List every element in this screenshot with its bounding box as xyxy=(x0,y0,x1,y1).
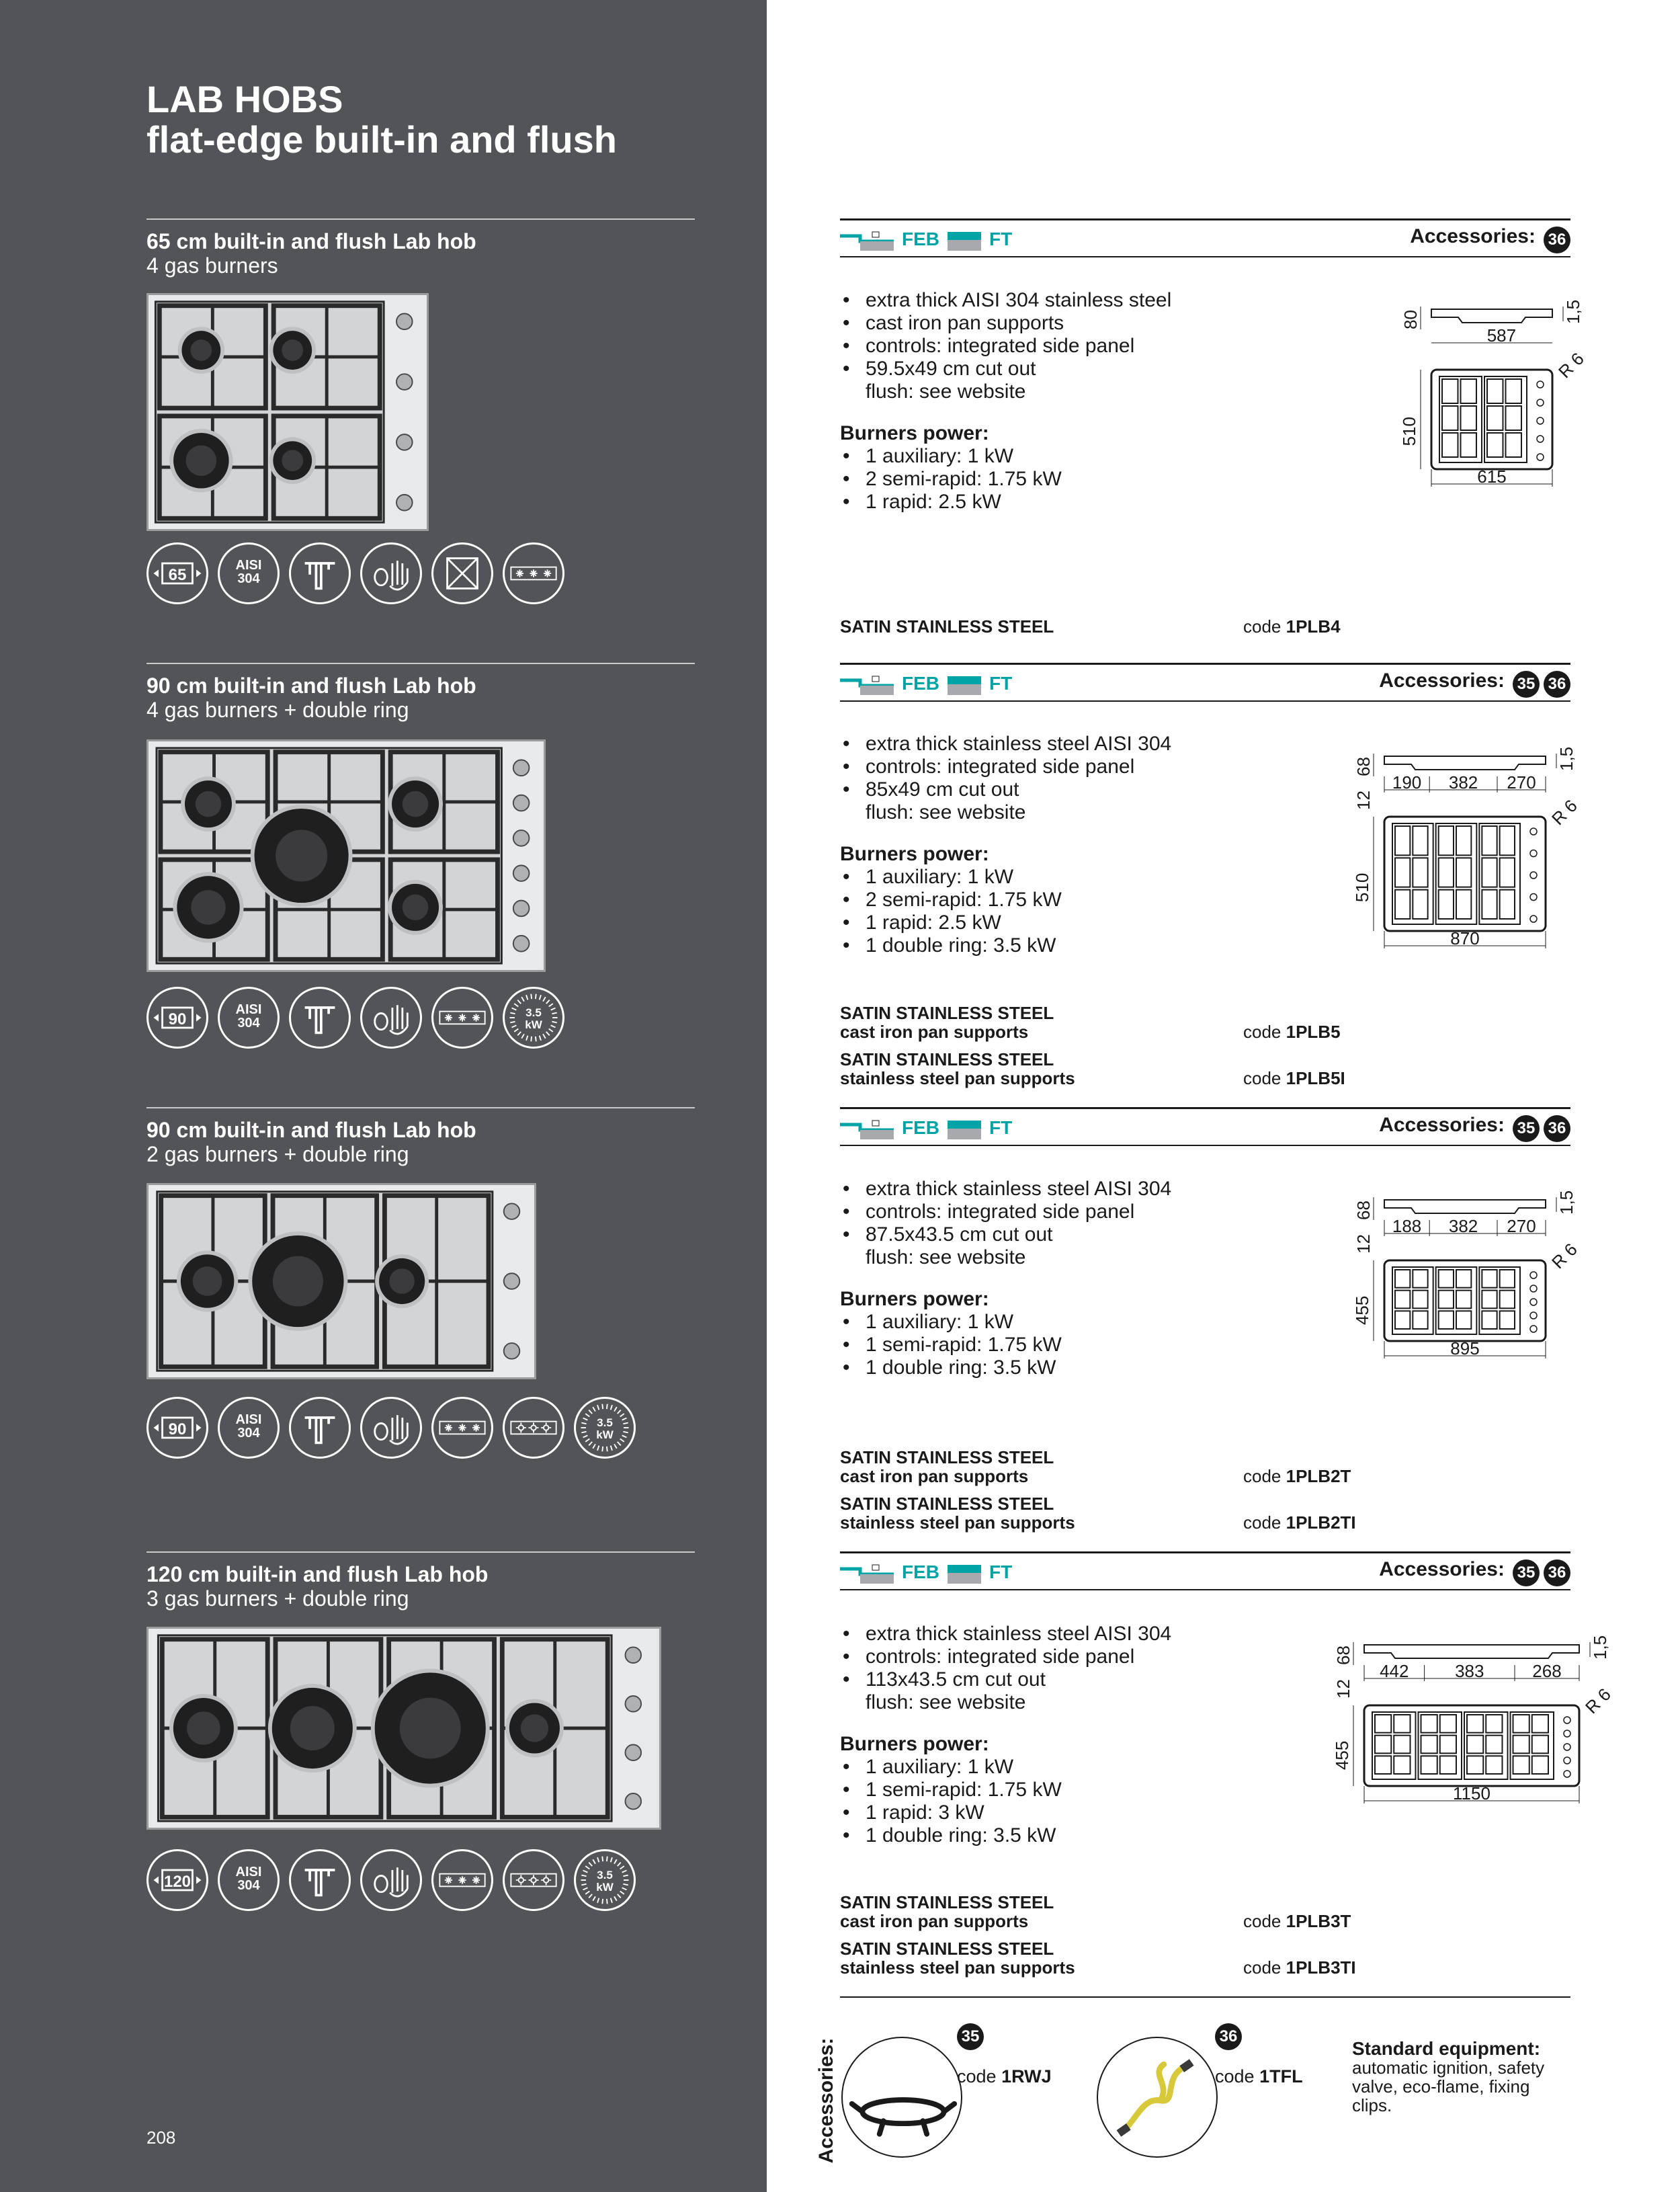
accessories-label: Accessories: xyxy=(1410,225,1536,247)
burner-item: • 1 semi-rapid: 1.75 kW xyxy=(840,1334,1310,1356)
dimension-label: 12 xyxy=(1353,790,1374,810)
kw-unit: kW xyxy=(525,1018,542,1031)
product-variant[interactable] xyxy=(840,1004,1570,1051)
burner-item: • 2 semi-rapid: 1.75 kW xyxy=(840,889,1310,911)
dimension-label: 68 xyxy=(1353,1201,1374,1220)
feature-bullets xyxy=(840,733,1310,801)
footer-rule xyxy=(840,1996,1570,1998)
installation-header xyxy=(840,1555,1570,1589)
page-number: 208 xyxy=(146,2127,176,2148)
burner-item: • 1 double ring: 3.5 kW xyxy=(840,934,1310,957)
variant-code xyxy=(1243,1069,1345,1088)
burners-icon xyxy=(431,1397,493,1459)
dimension-diagram xyxy=(1337,1180,1579,1395)
feb-label: FEB xyxy=(902,229,939,249)
variant-finish: SATIN STAINLESS STEEL xyxy=(840,616,1054,637)
dimension-label: 1150 xyxy=(1453,1783,1490,1803)
variant-code-prefix: code xyxy=(1243,616,1282,637)
ft-label: FT xyxy=(989,229,1013,249)
burners-power-label: Burners power: xyxy=(840,1288,989,1310)
wok-ring-icon xyxy=(841,2037,962,2158)
feature-bullets xyxy=(840,289,1310,380)
accessory-badge[interactable]: 36 xyxy=(1544,671,1570,698)
accessory-number: 36 xyxy=(1215,2023,1242,2050)
aisi-304-icon xyxy=(218,1849,280,1911)
section-rule xyxy=(840,218,1570,220)
burners-icon xyxy=(431,987,493,1049)
variant-supports: cast iron pan supports xyxy=(840,1466,1029,1486)
standard-equipment-title: Standard equipment: xyxy=(1352,2038,1541,2059)
caliper-icon xyxy=(289,1849,351,1911)
dimension-label: 270 xyxy=(1507,772,1536,793)
product-variant[interactable] xyxy=(840,1893,1570,1940)
product-photo xyxy=(146,1627,661,1830)
spec-list xyxy=(840,1178,1310,1379)
accessories-label: Accessories: xyxy=(1379,1558,1505,1580)
ft-label: FT xyxy=(989,673,1013,694)
burner-item: • 2 semi-rapid: 1.75 kW xyxy=(840,468,1310,491)
dimension-label: 68 xyxy=(1333,1646,1353,1665)
product-rule xyxy=(146,663,695,664)
variant-code xyxy=(1243,1022,1341,1041)
aisi-304-icon xyxy=(218,1397,280,1459)
product-subtitle: 3 gas burners + double ring xyxy=(146,1586,409,1611)
variant-finish: SATIN STAINLESS STEEL xyxy=(840,1939,1054,1959)
accessory-code: code 1RWJ xyxy=(957,2066,1052,2086)
feature-bullet: • 59.5x49 cm cut out xyxy=(840,358,1310,380)
flush-note: flush: see website xyxy=(866,1691,1026,1713)
dimension-label: 382 xyxy=(1448,1216,1478,1236)
dimension-label: 190 xyxy=(1392,772,1422,793)
variant-finish: SATIN STAINLESS STEEL xyxy=(840,1892,1054,1912)
dimension-label: 188 xyxy=(1392,1216,1422,1236)
accessory-code: code 1TFL xyxy=(1215,2066,1303,2086)
dimension-label: 895 xyxy=(1450,1338,1480,1358)
product-title: 90 cm built-in and flush Lab hob xyxy=(146,674,476,698)
header-underline xyxy=(840,700,1570,702)
product-title: 90 cm built-in and flush Lab hob xyxy=(146,1118,476,1142)
product-title: 65 cm built-in and flush Lab hob xyxy=(146,229,476,253)
size-badge: 90 xyxy=(168,1010,187,1028)
feature-bullets xyxy=(840,1178,1310,1246)
variant-finish: SATIN STAINLESS STEEL xyxy=(840,1494,1054,1514)
installation-header xyxy=(840,222,1570,256)
dimension-label: 12 xyxy=(1333,1679,1353,1699)
variant-code xyxy=(1243,1958,1356,1977)
3.5-kw-icon xyxy=(574,1397,636,1459)
accessory-badge[interactable]: 36 xyxy=(1544,227,1570,253)
dimension-label: 455 xyxy=(1332,1740,1352,1771)
feature-icons xyxy=(146,987,574,1053)
section-rule xyxy=(840,663,1570,665)
accessories-label: Accessories: xyxy=(1379,1114,1505,1136)
dimension-label: 455 xyxy=(1352,1295,1372,1326)
variant-code-prefix: code xyxy=(1243,1911,1282,1931)
aisi-line2: 304 xyxy=(237,1878,260,1893)
aisi-line1: AISI xyxy=(235,1412,262,1427)
feature-bullet: • extra thick stainless steel AISI 304 xyxy=(840,733,1310,756)
feature-bullet: • controls: integrated side panel xyxy=(840,1201,1310,1223)
accessory-badge[interactable]: 36 xyxy=(1544,1115,1570,1142)
product-rule xyxy=(146,1551,695,1553)
variant-finish: SATIN STAINLESS STEEL xyxy=(840,1049,1054,1069)
page-title-line2: flat-edge built-in and flush xyxy=(146,118,617,161)
product-photo xyxy=(146,1183,536,1379)
burner-item: • 1 double ring: 3.5 kW xyxy=(840,1824,1310,1847)
burners-list xyxy=(840,866,1310,957)
aisi-line2: 304 xyxy=(237,571,260,586)
header-underline xyxy=(840,1145,1570,1146)
dimension-diagram xyxy=(1384,289,1586,523)
cross-box-icon xyxy=(431,542,493,604)
dimension-diagram xyxy=(1337,736,1579,985)
ft-label: FT xyxy=(989,1561,1013,1582)
flame-hand-icon xyxy=(360,1849,422,1911)
flush-note: flush: see website xyxy=(866,1246,1026,1268)
accessory-badge[interactable]: 35 xyxy=(1513,1559,1540,1586)
dimension-label: 510 xyxy=(1399,417,1419,446)
burner-item: • 1 auxiliary: 1 kW xyxy=(840,1756,1310,1779)
feature-bullet: • extra thick stainless steel AISI 304 xyxy=(840,1178,1310,1201)
3.5-kw-icon xyxy=(503,987,564,1049)
dimension-label: 1,5 xyxy=(1556,746,1577,771)
product-variant[interactable] xyxy=(840,1448,1570,1495)
dimension-label: 12 xyxy=(1353,1234,1374,1254)
dimension-label: 80 xyxy=(1400,310,1421,329)
product-variant[interactable] xyxy=(840,1939,1570,1986)
variant-supports: cast iron pan supports xyxy=(840,1022,1029,1042)
burners-list xyxy=(840,1311,1310,1379)
caliper-icon xyxy=(289,542,351,604)
variant-code xyxy=(1243,1513,1356,1532)
product-rule xyxy=(146,218,695,220)
accessory-badge[interactable]: 35 xyxy=(1513,1115,1540,1142)
feature-icons xyxy=(146,1397,645,1463)
burner-item: • 1 auxiliary: 1 kW xyxy=(840,1311,1310,1334)
variant-code-value: 1PLB2TI xyxy=(1286,1512,1356,1533)
product-title-block xyxy=(146,674,476,722)
sparks-icon xyxy=(503,1849,564,1911)
burners-icon xyxy=(431,1849,493,1911)
variant-supports: cast iron pan supports xyxy=(840,1911,1029,1931)
accessories-label: Accessories: xyxy=(1379,669,1505,692)
ft-label: FT xyxy=(989,1117,1013,1138)
installation-header xyxy=(840,667,1570,700)
variant-supports: stainless steel pan supports xyxy=(840,1512,1075,1533)
gas-hose-icon xyxy=(1097,2037,1218,2158)
feature-bullet: • extra thick AISI 304 stainless steel xyxy=(840,289,1310,312)
burner-item: • 1 auxiliary: 1 kW xyxy=(840,445,1310,468)
variant-code-prefix: code xyxy=(1243,1466,1282,1486)
aisi-304-icon xyxy=(218,987,280,1049)
dimension-label: R 6 xyxy=(1548,795,1581,829)
feb-label: FEB xyxy=(902,673,939,694)
dimension-label: R 6 xyxy=(1554,348,1588,382)
flush-note: flush: see website xyxy=(866,380,1026,403)
accessory-badge[interactable]: 36 xyxy=(1544,1559,1570,1586)
aisi-304-icon xyxy=(218,542,280,604)
feature-icons xyxy=(146,1849,645,1915)
burner-item: • 1 rapid: 3 kW xyxy=(840,1801,1310,1824)
product-subtitle: 4 gas burners + double ring xyxy=(146,698,409,722)
burners-list xyxy=(840,445,1310,514)
accessory-item-35[interactable] xyxy=(841,2023,1097,2171)
flame-hand-icon xyxy=(360,1397,422,1459)
burners-power-label: Burners power: xyxy=(840,1733,989,1755)
dimension-label: R 6 xyxy=(1581,1684,1615,1718)
footer-accessories-label: Accessories: xyxy=(815,2037,837,2164)
feature-bullet: • controls: integrated side panel xyxy=(840,1646,1310,1668)
size-icon xyxy=(146,542,208,604)
3.5-kw-icon xyxy=(574,1849,636,1911)
feature-bullet: • 87.5x43.5 cm cut out xyxy=(840,1223,1310,1246)
accessory-badge[interactable]: 35 xyxy=(1513,671,1540,698)
flush-note: flush: see website xyxy=(866,801,1026,823)
product-subtitle: 4 gas burners xyxy=(146,253,278,278)
kw-value: 3.5 xyxy=(597,1416,613,1429)
size-icon xyxy=(146,987,208,1049)
dimension-label: 587 xyxy=(1486,325,1517,346)
aisi-line1: AISI xyxy=(235,558,262,573)
caliper-icon xyxy=(289,1397,351,1459)
flame-hand-icon xyxy=(360,542,422,604)
feature-bullet: • controls: integrated side panel xyxy=(840,335,1310,358)
burner-item: • 1 rapid: 2.5 kW xyxy=(840,491,1310,514)
size-badge: 90 xyxy=(168,1420,187,1438)
product-title-block xyxy=(146,1562,488,1611)
burners-list xyxy=(840,1756,1310,1847)
aisi-line1: AISI xyxy=(235,1865,262,1879)
kw-value: 3.5 xyxy=(597,1869,613,1881)
burner-item: • 1 rapid: 2.5 kW xyxy=(840,911,1310,934)
variant-code xyxy=(1243,1467,1351,1486)
kw-unit: kW xyxy=(596,1428,614,1441)
feature-bullet: • cast iron pan supports xyxy=(840,312,1310,335)
page-title-line1: LAB HOBS xyxy=(146,78,343,120)
dimension-label: R 6 xyxy=(1548,1239,1581,1273)
product-rule xyxy=(146,1107,695,1108)
variant-code xyxy=(1243,617,1341,636)
product-variant[interactable] xyxy=(840,1494,1570,1541)
feature-bullet: • 113x43.5 cm cut out xyxy=(840,1668,1310,1691)
burners-power-label: Burners power: xyxy=(840,422,989,444)
product-variant[interactable] xyxy=(840,1050,1570,1097)
standard-equipment-text: automatic ignition, safety valve, eco-flame, fixing clips. xyxy=(1352,2058,1545,2115)
burner-item: • 1 double ring: 3.5 kW xyxy=(840,1356,1310,1379)
accessory-number: 35 xyxy=(957,2023,984,2050)
feature-bullet: • controls: integrated side panel xyxy=(840,756,1310,778)
product-title: 120 cm built-in and flush Lab hob xyxy=(146,1562,489,1586)
variant-code-value: 1PLB3T xyxy=(1286,1911,1351,1931)
feature-bullets xyxy=(840,1623,1310,1691)
burner-item: • 1 auxiliary: 1 kW xyxy=(840,866,1310,889)
variant-code-value: 1PLB5 xyxy=(1286,1022,1341,1042)
aisi-line2: 304 xyxy=(237,1016,260,1030)
header-underline xyxy=(840,1589,1570,1590)
caliper-icon xyxy=(289,987,351,1049)
dimension-label: 615 xyxy=(1477,466,1507,487)
size-icon xyxy=(146,1849,208,1911)
page-title xyxy=(146,79,617,160)
feature-icons xyxy=(146,542,574,608)
variant-code-prefix: code xyxy=(1243,1957,1282,1978)
variant-finish: SATIN STAINLESS STEEL xyxy=(840,1447,1054,1467)
section-rule xyxy=(840,1551,1570,1553)
product-title-block xyxy=(146,229,476,278)
variant-supports: stainless steel pan supports xyxy=(840,1957,1075,1978)
section-rule xyxy=(840,1107,1570,1109)
header-underline xyxy=(840,256,1570,257)
size-icon xyxy=(146,1397,208,1459)
installation-header xyxy=(840,1111,1570,1145)
dimension-label: 270 xyxy=(1507,1216,1536,1236)
accessory-item-36[interactable] xyxy=(1097,2023,1352,2171)
standard-equipment xyxy=(1352,2039,1567,2115)
variant-code-prefix: code xyxy=(1243,1512,1282,1533)
variant-code-value: 1PLB4 xyxy=(1286,616,1341,637)
dimension-label: 1,5 xyxy=(1556,1190,1577,1215)
dimension-label: 268 xyxy=(1532,1661,1562,1681)
variant-code-value: 1PLB5I xyxy=(1286,1068,1345,1088)
dimension-label: 383 xyxy=(1455,1661,1484,1681)
product-photo xyxy=(146,293,429,531)
dimension-label: 68 xyxy=(1353,757,1374,776)
spec-list xyxy=(840,733,1310,957)
dimension-diagram xyxy=(1317,1625,1613,1840)
burners-icon xyxy=(503,542,564,604)
dimension-label: 1,5 xyxy=(1590,1635,1610,1660)
product-photo xyxy=(146,739,546,972)
feb-label: FEB xyxy=(902,1561,939,1582)
dimension-label: 442 xyxy=(1380,1661,1409,1681)
aisi-line2: 304 xyxy=(237,1426,260,1440)
variant-code xyxy=(1243,1912,1351,1931)
dimension-label: 382 xyxy=(1448,772,1478,793)
dimension-label: 1,5 xyxy=(1563,299,1583,324)
dimension-label: 870 xyxy=(1450,928,1480,948)
spec-list xyxy=(840,1623,1310,1847)
flame-hand-icon xyxy=(360,987,422,1049)
kw-value: 3.5 xyxy=(526,1006,542,1019)
variant-code-prefix: code xyxy=(1243,1068,1282,1088)
product-title-block xyxy=(146,1118,476,1166)
feature-bullet: • 85x49 cm cut out xyxy=(840,778,1310,801)
sparks-icon xyxy=(503,1397,564,1459)
aisi-line1: AISI xyxy=(235,1002,262,1017)
variant-code-value: 1PLB3TI xyxy=(1286,1957,1356,1978)
size-badge: 120 xyxy=(163,1873,192,1891)
product-subtitle: 2 gas burners + double ring xyxy=(146,1142,409,1166)
variant-finish: SATIN STAINLESS STEEL xyxy=(840,1003,1054,1023)
variant-supports: stainless steel pan supports xyxy=(840,1068,1075,1088)
spec-list xyxy=(840,289,1310,514)
product-variant[interactable] xyxy=(840,617,1570,664)
variant-code-value: 1PLB2T xyxy=(1286,1466,1351,1486)
feature-bullet: • extra thick stainless steel AISI 304 xyxy=(840,1623,1310,1646)
size-badge: 65 xyxy=(168,566,187,584)
dimension-label: 510 xyxy=(1352,872,1372,903)
burners-power-label: Burners power: xyxy=(840,843,989,865)
feb-label: FEB xyxy=(902,1117,939,1138)
kw-unit: kW xyxy=(596,1881,614,1894)
variant-code-prefix: code xyxy=(1243,1022,1282,1042)
burner-item: • 1 semi-rapid: 1.75 kW xyxy=(840,1779,1310,1801)
